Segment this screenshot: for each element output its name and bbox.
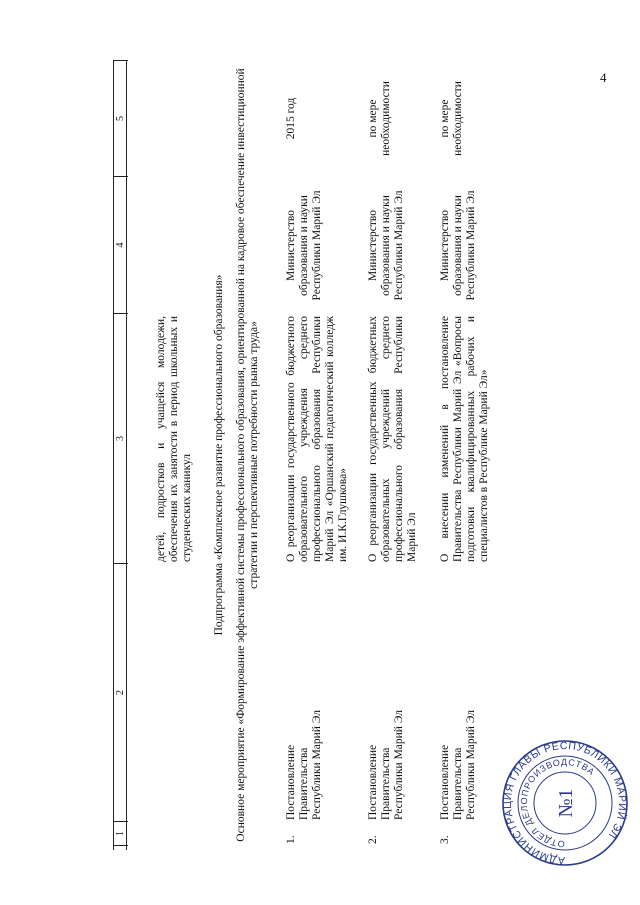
seal-center-text: №1 (555, 788, 577, 818)
row-executor: Министерство образования и науки Республики Марий Эл (367, 190, 405, 301)
row-doc-type: Постановление Правительства Республики Марий Эл (439, 709, 477, 820)
row-executor: Министерство образования и науки Республики Марий Эл (439, 190, 477, 301)
row-deadline: 2015 год (285, 97, 297, 140)
page-number: 4 (600, 70, 607, 85)
official-seal-stamp (500, 738, 630, 868)
seal-inner-text: ОТДЕЛ ДЕЛОПРОИЗВОДСТВА (518, 756, 597, 850)
header-col-3: 3 (114, 314, 128, 564)
row-subject: О внесении изменений в постановление Правительства Республики Марий Эл «Вопросы подготовки квалифицированных рабочих и специалистов в Республике Марий Эл» (439, 316, 490, 562)
main-measure-title: Основное мероприятие «Формирование эффективной системы профессионального образования, ориентированной на кадровое обеспечение инвестиционной стратегии и перспективные потребности рынка труда» (235, 68, 260, 842)
row-executor: Министерство образования и науки Республики Марий Эл (285, 190, 323, 301)
row-doc-type: Постановление Правительства Республики Марий Эл (367, 709, 405, 820)
row-number: 3. (439, 835, 451, 844)
document-table (113, 60, 493, 850)
table-body (127, 60, 493, 850)
subprogram-title: Подпрограмма «Комплексное развитие профессионального образования» (213, 274, 225, 636)
header-col-5: 5 (114, 60, 128, 177)
row-deadline: по мере необходимости (367, 81, 392, 156)
table-header-row (113, 60, 127, 850)
row-number: 1. (285, 835, 297, 844)
header-col-1: 1 (114, 822, 128, 846)
row-subject: О реорганизации государственных бюджетных образовательных учреждений среднего профессионального образования Республики Марий Эл (367, 316, 418, 562)
row-doc-type: Постановление Правительства Республики Марий Эл (285, 709, 323, 820)
row-subject: О реорганизации государственного бюджетного образовательного учреждения среднего профессионального образования Республики Марий Эл «Оршанский педагогический колледж им. И.К.Глушкова» (285, 316, 349, 562)
header-col-4: 4 (114, 177, 128, 314)
header-col-2: 2 (114, 564, 128, 822)
row-number: 2. (367, 835, 379, 844)
row-deadline: по мере необходимости (439, 81, 464, 156)
seal-outer-text: АДМИНИСТРАЦИЯ ГЛАВЫ РЕСПУБЛИКИ МАРИЙ ЭЛ (501, 739, 629, 867)
continued-text: детей, подростков и учащейся молодежи, обеспечения их занятости в период школьных и студенческих каникул (155, 316, 193, 562)
